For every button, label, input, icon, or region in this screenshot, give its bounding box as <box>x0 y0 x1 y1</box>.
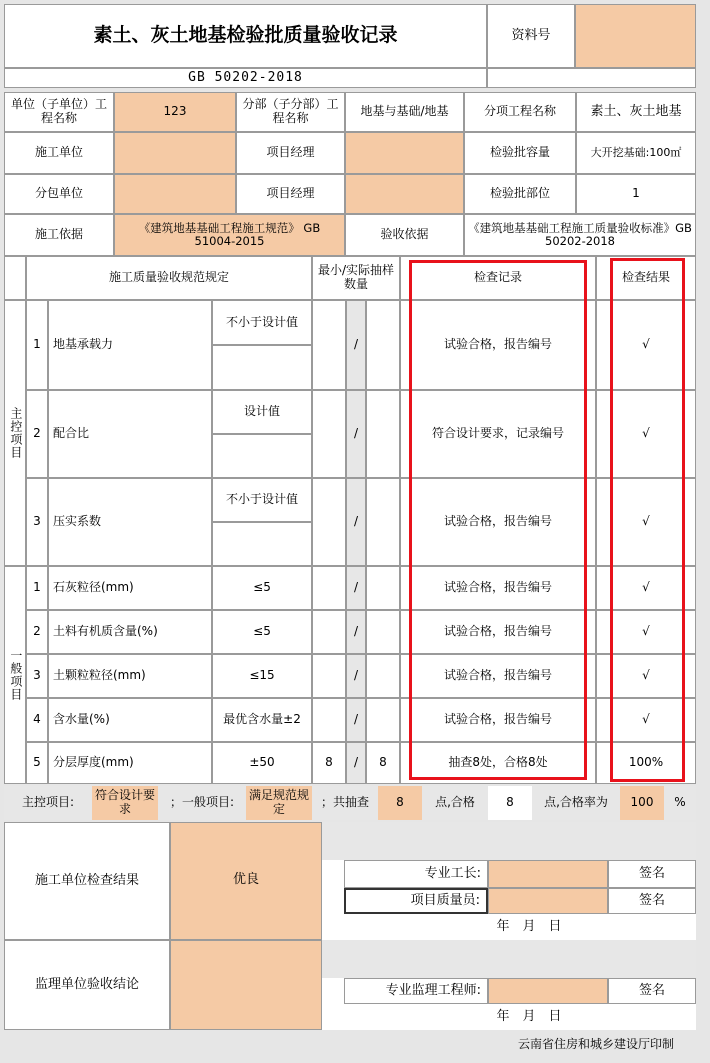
project-manager-2-label: 项目经理 <box>236 174 345 214</box>
actual-sample[interactable] <box>366 478 400 566</box>
summary-percent-sign: % <box>664 786 696 820</box>
sample-slash: / <box>346 300 366 390</box>
check-record[interactable]: 试验合格，报告编号 <box>400 610 596 654</box>
sample-slash: / <box>346 566 366 610</box>
actual-sample[interactable] <box>366 390 400 478</box>
row-number: 5 <box>26 742 48 784</box>
sub-project-label: 分部（子分部）工程名称 <box>236 92 345 132</box>
construction-basis-field[interactable]: 《建筑地基基础工程施工规范》 GB 51004-2015 <box>114 214 345 256</box>
part-field[interactable]: 1 <box>576 174 696 214</box>
general-items-group: 一般项目 <box>4 566 26 784</box>
constructor-check-result[interactable]: 优良 <box>170 822 322 940</box>
item-name: 石灰粒径(mm) <box>48 566 212 610</box>
check-result[interactable]: √ <box>596 300 696 390</box>
item-spec: 不小于设计值 <box>212 478 312 522</box>
blank-cell <box>322 940 696 978</box>
item-name-field[interactable]: 素土、灰土地基 <box>576 92 696 132</box>
item-name: 土料有机质含量(%) <box>48 610 212 654</box>
project-manager-2-field[interactable] <box>345 174 464 214</box>
sample-slash: / <box>346 390 366 478</box>
foreman-label: 专业工长: <box>344 860 488 888</box>
sample-column-header: 最小/实际抽样数量 <box>312 256 400 300</box>
qc-label[interactable]: 项目质量员: <box>344 888 488 914</box>
min-sample[interactable] <box>312 654 346 698</box>
check-result[interactable]: √ <box>596 390 696 478</box>
row-number: 3 <box>26 654 48 698</box>
construction-basis-label: 施工依据 <box>4 214 114 256</box>
row-number: 1 <box>26 566 48 610</box>
summary-total-value[interactable]: 8 <box>378 786 422 820</box>
doc-no-field[interactable] <box>575 4 696 68</box>
actual-sample[interactable] <box>366 610 400 654</box>
actual-sample[interactable]: 8 <box>366 742 400 784</box>
item-spec: ≤15 <box>212 654 312 698</box>
item-spec-value[interactable] <box>212 522 312 566</box>
check-result[interactable]: √ <box>596 654 696 698</box>
sample-slash: / <box>346 610 366 654</box>
min-sample[interactable] <box>312 698 346 742</box>
check-result[interactable]: √ <box>596 478 696 566</box>
constructor-check-label: 施工单位检查结果 <box>4 822 170 940</box>
min-sample[interactable]: 8 <box>312 742 346 784</box>
summary-main-value[interactable]: 符合设计要求 <box>92 786 158 820</box>
part-label: 检验批部位 <box>464 174 576 214</box>
item-name: 含水量(%) <box>48 698 212 742</box>
sub-project-field[interactable]: 地基与基础/地基 <box>345 92 464 132</box>
record-column-header: 检查记录 <box>400 256 596 300</box>
qc-field[interactable] <box>488 888 608 914</box>
item-spec: ±50 <box>212 742 312 784</box>
constructor-field[interactable] <box>114 132 236 174</box>
check-result[interactable]: 100% <box>596 742 696 784</box>
check-result[interactable]: √ <box>596 610 696 654</box>
qc-sign[interactable]: 签名 <box>608 888 696 914</box>
standard-code: GB 50202-2018 <box>4 68 487 88</box>
unit-name-label: 单位（子单位）工程名称 <box>4 92 114 132</box>
engineer-sign[interactable]: 签名 <box>608 978 696 1004</box>
item-spec-value[interactable] <box>212 434 312 478</box>
blank-cell <box>322 822 696 860</box>
check-record[interactable]: 抽查8处，合格8处 <box>400 742 596 784</box>
row-number: 4 <box>26 698 48 742</box>
item-spec: 最优含水量±2 <box>212 698 312 742</box>
check-record[interactable]: 试验合格，报告编号 <box>400 566 596 610</box>
constructor-label: 施工单位 <box>4 132 114 174</box>
check-record[interactable]: 试验合格，报告编号 <box>400 478 596 566</box>
subcontractor-label: 分包单位 <box>4 174 114 214</box>
doc-no-label: 资料号 <box>487 4 575 68</box>
summary-general-value[interactable]: 满足规范规定 <box>246 786 312 820</box>
summary-main-label: 主控项目: <box>4 786 92 820</box>
item-spec: ≤5 <box>212 566 312 610</box>
check-record[interactable]: 符合设计要求，记录编号 <box>400 390 596 478</box>
check-record[interactable]: 试验合格，报告编号 <box>400 654 596 698</box>
subcontractor-field[interactable] <box>114 174 236 214</box>
item-name: 配合比 <box>48 390 212 478</box>
capacity-field[interactable]: 大开挖基础:100㎡ <box>576 132 696 174</box>
item-name: 压实系数 <box>48 478 212 566</box>
check-record[interactable]: 试验合格，报告编号 <box>400 698 596 742</box>
item-name: 分层厚度(mm) <box>48 742 212 784</box>
item-spec-value[interactable] <box>212 345 312 390</box>
unit-name-field[interactable]: 123 <box>114 92 236 132</box>
min-sample[interactable] <box>312 610 346 654</box>
blank-cell <box>322 860 344 940</box>
actual-sample[interactable] <box>366 566 400 610</box>
summary-rate-value[interactable]: 100 <box>620 786 664 820</box>
min-sample[interactable] <box>312 390 346 478</box>
form-title: 素土、灰土地基检验批质量验收记录 <box>4 4 487 68</box>
min-sample[interactable] <box>312 566 346 610</box>
summary-general-label: ；一般项目: <box>158 786 246 820</box>
check-record[interactable]: 试验合格，报告编号 <box>400 300 596 390</box>
min-sample[interactable] <box>312 300 346 390</box>
foreman-field[interactable] <box>488 860 608 888</box>
spec-column-header: 施工质量验收规范规定 <box>26 256 312 300</box>
sample-slash: / <box>346 698 366 742</box>
min-sample[interactable] <box>312 478 346 566</box>
row-number: 2 <box>26 390 48 478</box>
engineer-label: 专业监理工程师: <box>344 978 488 1004</box>
row-number: 2 <box>26 610 48 654</box>
foreman-sign[interactable]: 签名 <box>608 860 696 888</box>
result-column-header: 检查结果 <box>596 256 696 300</box>
constructor-date[interactable]: 年 月 日 <box>344 914 696 940</box>
item-name: 土颗粒粒径(mm) <box>48 654 212 698</box>
row-number: 3 <box>26 478 48 566</box>
item-name: 地基承载力 <box>48 300 212 390</box>
row-number: 1 <box>26 300 48 390</box>
capacity-label: 检验批容量 <box>464 132 576 174</box>
summary-rate-label: 点,合格率为 <box>532 786 620 820</box>
check-result[interactable]: √ <box>596 698 696 742</box>
project-manager-label: 项目经理 <box>236 132 345 174</box>
acceptance-basis-field[interactable]: 《建筑地基基础工程施工质量验收标准》GB 50202-2018 <box>464 214 696 256</box>
supervisor-conclusion-label: 监理单位验收结论 <box>4 940 170 1030</box>
engineer-field[interactable] <box>488 978 608 1004</box>
actual-sample[interactable] <box>366 654 400 698</box>
supervisor-date[interactable]: 年 月 日 <box>344 1004 696 1030</box>
sample-slash: / <box>346 742 366 784</box>
project-manager-field[interactable] <box>345 132 464 174</box>
blank-cell <box>487 68 696 88</box>
actual-sample[interactable] <box>366 300 400 390</box>
sample-slash: / <box>346 654 366 698</box>
acceptance-basis-label: 验收依据 <box>345 214 464 256</box>
summary-pass-label: 点,合格 <box>422 786 488 820</box>
item-spec: 设计值 <box>212 390 312 434</box>
supervisor-conclusion-field[interactable] <box>170 940 322 1030</box>
main-items-group: 主控项目 <box>4 300 26 566</box>
item-name-label: 分项工程名称 <box>464 92 576 132</box>
corner-cell <box>4 256 26 300</box>
check-result[interactable]: √ <box>596 566 696 610</box>
sample-slash: / <box>346 478 366 566</box>
summary-pass-value[interactable]: 8 <box>488 786 532 820</box>
item-spec: 不小于设计值 <box>212 300 312 345</box>
item-spec: ≤5 <box>212 610 312 654</box>
actual-sample[interactable] <box>366 698 400 742</box>
blank-cell <box>322 978 344 1030</box>
footer-printer: 云南省住房和城乡建设厅印制 <box>518 1037 675 1051</box>
summary-total-label: ；共抽查 <box>312 786 378 820</box>
